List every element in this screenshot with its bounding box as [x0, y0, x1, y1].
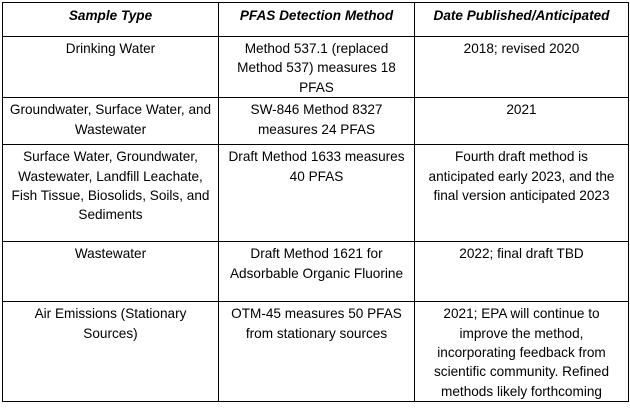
- cell-sample-type: Wastewater: [3, 242, 219, 302]
- cell-date: 2021: [415, 98, 629, 145]
- cell-date: 2022; final draft TBD: [415, 242, 629, 302]
- header-date: Date Published/Anticipated: [415, 3, 629, 37]
- cell-date: 2021; EPA will continue to improve the method, incorporating feedback from scientific community. Refined methods likely forthcoming: [415, 302, 629, 402]
- cell-method: Draft Method 1633 measures 40 PFAS: [219, 145, 415, 242]
- header-sample-type: Sample Type: [3, 3, 219, 37]
- cell-sample-type: Drinking Water: [3, 37, 219, 98]
- cell-sample-type: Air Emissions (Stationary Sources): [3, 302, 219, 402]
- pfas-methods-table: [2, 2, 629, 402]
- table-row: [3, 37, 629, 98]
- cell-method: SW-846 Method 8327 measures 24 PFAS: [219, 98, 415, 145]
- cell-sample-type: Groundwater, Surface Water, and Wastewater: [3, 98, 219, 145]
- table-row: [3, 145, 629, 242]
- header-detection-method: PFAS Detection Method: [219, 3, 415, 37]
- cell-date: 2018; revised 2020: [415, 37, 629, 98]
- cell-method: Method 537.1 (replaced Method 537) measures 18 PFAS: [219, 37, 415, 98]
- header-row: [3, 3, 629, 37]
- cell-method: Draft Method 1621 for Adsorbable Organic Fluorine: [219, 242, 415, 302]
- cell-method: OTM-45 measures 50 PFAS from stationary sources: [219, 302, 415, 402]
- table-row: [3, 98, 629, 145]
- cell-sample-type: Surface Water, Groundwater, Wastewater, Landfill Leachate, Fish Tissue, Biosolids, Soils, and Sediments: [3, 145, 219, 242]
- table-row: [3, 242, 629, 302]
- cell-date: Fourth draft method is anticipated early 2023, and the final version anticipated 2023: [415, 145, 629, 242]
- table-row: [3, 302, 629, 402]
